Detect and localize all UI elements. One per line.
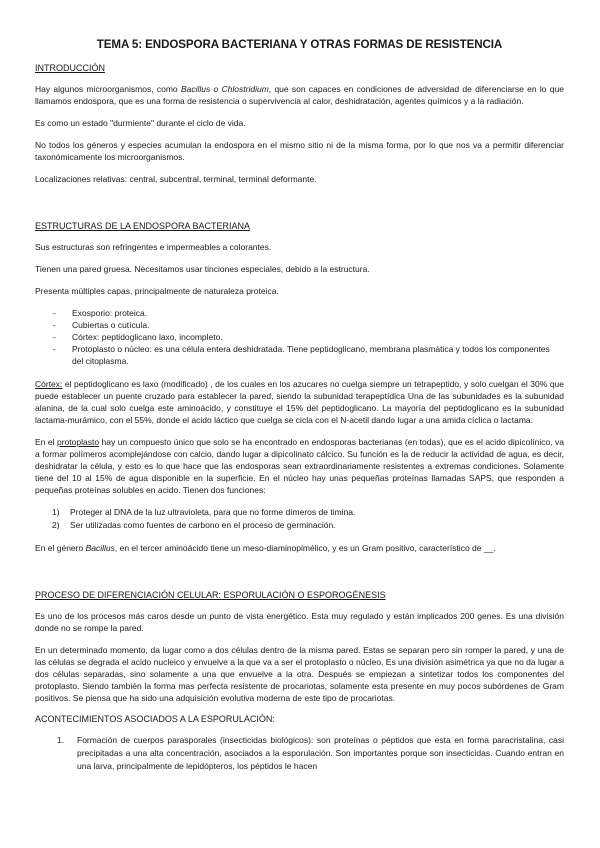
protoplasto-term: protoplasto xyxy=(56,437,100,447)
text-run: En el género xyxy=(35,543,86,553)
functions-list xyxy=(35,506,564,532)
text-run: En el xyxy=(35,437,57,447)
list-number: 2) xyxy=(52,520,60,530)
text-run: Hay algunos microorganismos, como xyxy=(35,84,181,94)
process-paragraph-2: En un determinado momento, da lugar como a dos células dentro de la misma pared. Estas se separan pero sin romper la pared, y una de las células se degrada el acido nucleico y envuelve a la que va a ser el protoplasto o núcleo. Es una división asimétrica ya que no da lugar a dos células separadas, sino solamente a una que envuelve a la otra. Después se empiezan a sintetizar todos los componentes del protoplasto. Siendo también la forma mas perfecta resistente de procariotas, solamente esta presente en muy pocos subórdenes de Gram positivos. Se piensa que ha sido una adquisición evolutiva moderna de este tipo de procariotas. xyxy=(35,645,564,703)
text-run: , en el tercer aminoácido tiene un meso-diaminopimélico, y es un Gram positivo, característico de __. xyxy=(114,543,496,553)
genus-italic: Bacillus o Chlostridium xyxy=(180,84,269,94)
section-gap xyxy=(35,195,564,221)
document-title: TEMA 5: ENDOSPORA BACTERIANA Y OTRAS FORMAS DE RESISTENCIA xyxy=(96,38,503,51)
list-text: Ser utilizadas como fuentes de carbono en el proceso de germinación. xyxy=(70,520,336,530)
list-item: - Córtex: peptidoglicano laxo, incompleto. xyxy=(35,331,564,343)
section-gap xyxy=(35,564,564,590)
list-number: 1. xyxy=(57,735,65,745)
events-heading: ACONTECIMIENTOS ASOCIADOS A LA ESPORULACIÓN: xyxy=(35,714,275,724)
bacillus-paragraph xyxy=(35,542,564,554)
intro-paragraph-1 xyxy=(35,83,564,107)
events-list xyxy=(35,734,564,773)
intro-paragraph-2: Es como un estado "durmiente" durante el ciclo de vida. xyxy=(35,118,246,128)
structures-paragraph-2: Tienen una pared gruesa. Necesitamos usar tinciones especiales, debido a la estructura. xyxy=(35,264,370,274)
intro-heading: INTRODUCCIÓN xyxy=(35,63,105,73)
list-text: Formación de cuerpos parasporales (insecticidas biológicos): son proteínas o péptidos que esta en forma paracristalina, casi precipitadas a una alta concentración, asociados a la esporulación. Son importantes porque son insecticidas. Cuando entran en una larva, principalmente de lepidópteros, los péptidos le hacen xyxy=(77,735,564,771)
list-text: Proteger al DNA de la luz ultravioleta, para que no forme dímeros de timina. xyxy=(70,507,356,517)
list-number: 1) xyxy=(52,507,60,517)
cortex-term: Córtex: xyxy=(35,379,63,389)
text-run: , que son capaces en condiciones de adversidad de diferenciarse en lo que llamamos endospora, que es una forma de resistencia o supervivencia al calor, deshidratación, agentes químicos y a la radiación. xyxy=(35,84,564,106)
list-item xyxy=(35,734,564,773)
text-run: el peptidoglicano es laxo (modificado) , de los cuales en los azucares no cuelga siempre un tetrapeptido, y solo cuelgan el 30% que puede establecer un puente cruzado para establecer la pared, siendo la subunidad terapeptídica Una de las subunidades es la subunidad alanina, de la cual solo cuelga este aminoácido, y constituye el 15% del peptidoglicano. La mayoría del peptidoglicano es la subunidad lactama-murámico, con el 55%, donde el acido láctico que cuelga se cicla con el N-acetil dando lugar a una amida cíclica o lactama. xyxy=(35,379,564,425)
structures-paragraph-3: Presenta múltiples capas, principalmente de naturaleza proteica. xyxy=(35,286,279,296)
layers-list xyxy=(35,307,564,367)
structures-paragraph-1: Sus estructuras son refringentes e impermeables a colorantes. xyxy=(35,242,272,252)
structures-heading: ESTRUCTURAS DE LA ENDOSPORA BACTERIANA xyxy=(35,221,251,231)
protoplasto-paragraph xyxy=(35,436,564,496)
list-item: - Cubiertas o cutícula. xyxy=(35,319,564,331)
list-item xyxy=(35,506,564,519)
list-item: - Exosporio: proteica. xyxy=(35,307,564,319)
intro-paragraph-3: No todos los géneros y especies acumulan la endospora en el mismo sitio ni de la misma forma, por lo que nos va a permitir diferenciar taxonómicamente los microorganismos. xyxy=(35,140,564,162)
text-run: hay un compuesto único que solo se ha encontrado en endosporas bacterianas (en todas), que es el acido dipicolínico, va a formar polímeros acomplejándose con calcio, dando lugar a dipicolinato cálcico. Su función es la de reducir la actividad de agua, es decir, deshidratar la célula, y esto es lo que hace que las endosporas sean extraordinariamente resistentes a extremas condiciones. Solamente tiene del 10 al 15% de agua disponible en la superficie. En el núcleo hay unas pequeñas proteínas llamadas SAPS, que responden a pequeñas proteínas solubles en acido. Tienen dos funciones: xyxy=(35,437,564,495)
genus-italic: Bacillus xyxy=(85,543,115,553)
list-item xyxy=(35,519,564,532)
intro-paragraph-4: Localizaciones relativas: central, subcentral, terminal, terminal deformante. xyxy=(35,174,317,184)
process-heading: PROCESO DE DIFERENCIACIÓN CELULAR: ESPORULACIÓN O ESPOROGÉNESIS xyxy=(35,590,386,600)
list-item: - Protoplasto o núcleo: es una célula entera deshidratada. Tiene peptidoglicano, membrana plasmática y todos los componentes del citoplasma. xyxy=(35,343,564,367)
process-paragraph-1: Es uno de los procesos más caros desde un punto de vista energético. Esta muy regulado y están implicados 200 genes. Es una división donde no se rompe la pared. xyxy=(35,611,564,633)
cortex-paragraph xyxy=(35,378,564,426)
